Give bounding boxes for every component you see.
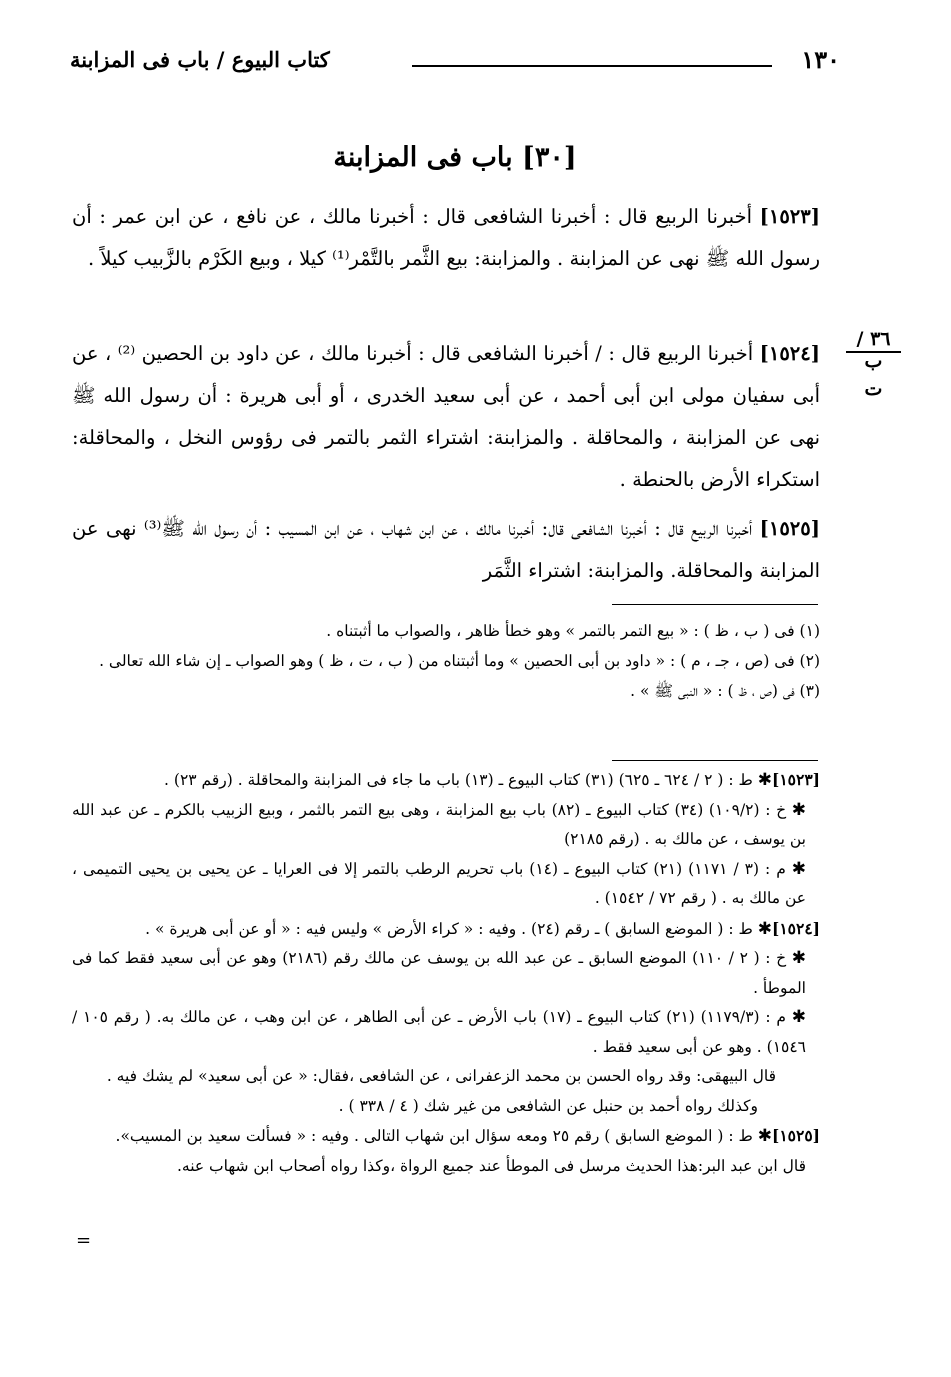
hadith-1523 [72,196,820,280]
footnote-1: (١) فى ( ب ، ظ ) : « بيع التمر بالتمر » وهو خطأ ظاهر ، والصواب ما أثبتناه . [326,622,820,640]
takhrij-1523-bukhari: ✱ خ : (١٠٩/٢) (٣٤) كتاب البيوع ـ (٨٢) باب بيع المزابنة ، وهى بيع التمر بالثمر ، وبيع الزبيب بالكرم ـ عن عبد الله بن يوسف ، عن مالك به . (رقم ٢١٨٥) [72,799,806,848]
takhrij-1523-muslim: ✱ م : (٣ / ١١٧١) (٢١) كتاب البيوع ـ (١٤) باب تحريم الرطب بالتمر إلا فى العرايا ـ عن يحيى بن يحيى التميمى ، عن مالك به . ( رقم ٧٢ / ١٥٤٢) . [72,858,806,907]
footnote-3: (٣) فى (ص ، ظ ) : « النبى ﷺ » . [630,682,820,700]
star-icon: ✱ [791,858,806,879]
takhrij-section [72,765,820,1181]
star-icon: ✱ [791,948,806,968]
takhrij-1524-bukhari: ✱ خ : ( ٢ / ١١٠) الموضع السابق ـ عن عبد الله بن يوسف عن مالك رقم (٢١٨٦) وهو عن أبى سعيد فقط كما فى الموطأ . [72,948,806,997]
star-icon: ✱ [757,770,772,790]
margin-folio: ٣٦ / ب [856,328,891,372]
star-icon: ✱ [791,799,806,820]
footnote-separator [612,604,818,605]
hadith-1524 [72,333,820,501]
takhrij-label: [١٥٢٣] [772,770,820,789]
hadith-number: [١٥٢٥] [759,517,820,540]
footnotes [72,616,820,706]
star-icon: ✱ [757,1126,772,1146]
takhrij-1525-main: [١٥٢٥]✱ ط : ( الموضع السابق ) رقم ٢٥ ومعه سؤال ابن شهاب التالى . وفيه : « فسألت سعيد بن المسيب». [115,1126,820,1146]
takhrij-1524-ahmad: وكذلك رواه أحمد بن حنبل عن الشافعى من غير شك ( ٤ / ٣٣٨ ) . [338,1096,758,1115]
margin-rule [846,351,901,353]
continuation-mark: = [76,1230,92,1251]
takhrij-label: [١٥٢٥] [772,1126,820,1145]
takhrij-1524-main: [١٥٢٤]✱ ط : ( الموضع السابق ) ـ رقم (٢٤) . وفيه : « كراء الأرض » وليس فيه : « أو عن أبى هريرة » . [145,918,820,939]
hadith-text: أخبرنا الربيع قال : / أخبرنا الشافعى قال : أخبرنا مالك ، عن داود بن الحصين ⁽²⁾ ، عن أبى سفيان مولى ابن أبى أحمد ، عن أبى سعيد الخدرى ، أو أبى هريرة : أن رسول الله ﷺ نهى عن المزابنة ، والمحاقلة . والمزابنة: اشتراء الثمر بالتمر فى رؤوس النخل ، والمحاقلة: استكراء الأرض بالحنطة . [72,342,820,491]
hadith-text: أخبرنا الربيع قال : أخبرنا الشافعى قال : أخبرنا مالك ، عن نافع ، عن ابن عمر : أن رسول الله ﷺ نهى عن المزابنة . والمزابنة: بيع الثَّمر بالتَّمْر⁽¹⁾ كيلا ، وبيع الكَرْم بالزَّبيب كيلاً . [72,205,820,270]
star-icon: ✱ [757,918,772,939]
takhrij-1524-bayhaqi: قال البيهقى: وقد رواه الحسن بن محمد الزعفرانى ، عن الشافعى ،فقال: « عن أبى سعيد» لم يشك فيه . [106,1067,776,1085]
takhrij-1525-ibn-abd-al-barr: قال ابن عبد البر:هذا الحديث مرسل فى الموطأ عند جميع الرواة ،وكذا رواه أصحاب ابن شهاب عنه. [176,1156,806,1175]
running-title: كتاب البيوع / باب فى المزابنة [70,47,330,72]
hadith-text: أخبرنا الربيع قال : أخبرنا الشافعى قال: أخبرنا مالك ، عن ابن شهاب ، عن ابن المسيب : أن رسول الله ﷺ⁽³⁾ نهى عن المزابنة والمحاقلة. والمزابنة: اشتراء الثَّمَر [72,517,820,582]
page-number: ١٣٠ [801,45,840,74]
takhrij-separator [612,760,818,761]
hadith-number: [١٥٢٣] [759,205,820,228]
chapter-title: [٣٠] باب فى المزابنة [333,142,577,173]
footnote-2: (٢) فى (ص ، جـ ، م ) : « داود بن أبى الحصين » وما أثبتناه من ( ب ، ت ، ظ ) وهو الصواب ـ إن شاء الله تعالى . [99,652,820,670]
star-icon: ✱ [791,1007,806,1027]
takhrij-1523-main: [١٥٢٣]✱ ط : ( ٢ / ٦٢٤ ـ ٦٢٥) (٣١) كتاب البيوع ـ (١٣) باب ما جاء فى المزابنة والمحاقلة . (رقم ٢٣) . [164,770,820,790]
hadith-1525 [72,508,820,592]
hadith-number: [١٥٢٤] [759,342,820,365]
page-header [70,45,840,85]
takhrij-label: [١٥٢٤] [772,918,820,938]
margin-siglum: ت [864,378,883,400]
takhrij-1524-muslim: ✱ م : (١١٧٩/٣) (٢١) كتاب البيوع ـ (١٧) باب الأرض ـ عن أبى الطاهر ، عن ابن وهب ، عن مالك به. ( رقم ١٠٥ / ١٥٤٦) . وهو عن أبى سعيد فقط . [72,1007,806,1056]
margin-folio-note [846,328,901,400]
header-rule [412,65,772,67]
